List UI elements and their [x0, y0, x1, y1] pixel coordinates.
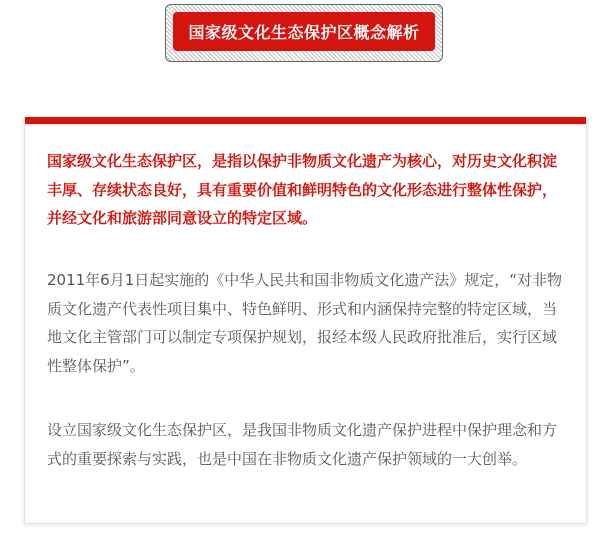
significance-paragraph: 设立国家级文化生态保护区，是我国非物质文化遗产保护进程中保护理念和方式的重要探索与实践，也是中国在非物质文化遗产保护领域的一大创举。	[47, 421, 558, 468]
content-card	[24, 117, 587, 524]
definition-paragraph: 国家级文化生态保护区，是指以保护非物质文化遗产为核心，对历史文化积淀丰厚、存续状态良好，具有重要价值和鲜明特色的文化形态进行整体性保护，并经文化和旅游部同意设立的特定区域。	[47, 152, 558, 227]
article-title: 国家级文化生态保护区概念解析	[173, 12, 435, 51]
law-paragraph: 2011年6月1日起实施的《中华人民共和国非物质文化遗产法》规定，“对非物质文化遗产代表性项目集中、特色鲜明、形式和内涵保持完整的特定区域，当地文化主管部门可以制定专项保护规划，报经本级人民政府批准后，实行区域性整体保护”。	[47, 271, 563, 375]
card-accent-bar	[25, 117, 586, 124]
title-badge-frame	[165, 4, 443, 62]
